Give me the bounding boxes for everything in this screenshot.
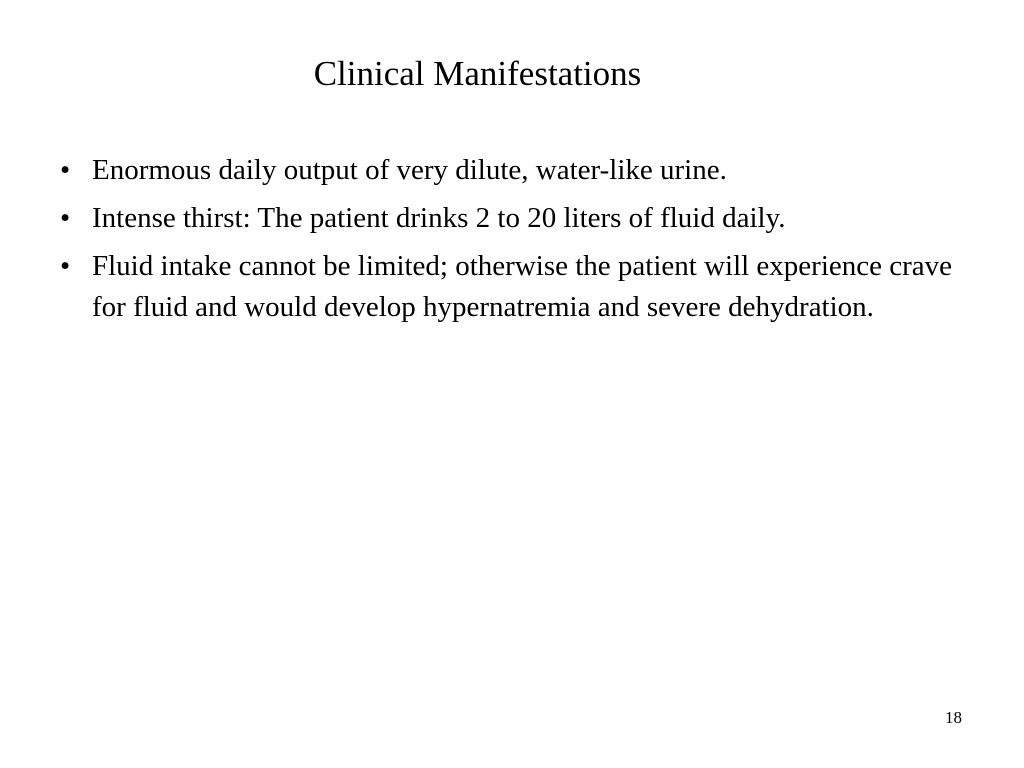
bullet-item-1 xyxy=(60,150,960,191)
bullet-icon: • xyxy=(60,202,71,234)
bullet-text: Fluid intake cannot be limited; otherwise the patient will experience crave for fluid and would develop hypernatremia and severe dehydration. xyxy=(92,250,953,323)
bullet-item-2 xyxy=(60,198,960,239)
bullet-item-3 xyxy=(60,246,960,328)
bullet-icon: • xyxy=(60,154,71,186)
bullet-text: Intense thirst: The patient drinks 2 to 20 liters of fluid daily. xyxy=(92,202,786,234)
slide-title: Clinical Manifestations xyxy=(313,54,642,93)
page-number: 18 xyxy=(945,708,962,727)
bullet-list xyxy=(60,150,960,335)
bullet-icon: • xyxy=(60,250,71,282)
bullet-text: Enormous daily output of very dilute, water-like urine. xyxy=(92,154,727,186)
